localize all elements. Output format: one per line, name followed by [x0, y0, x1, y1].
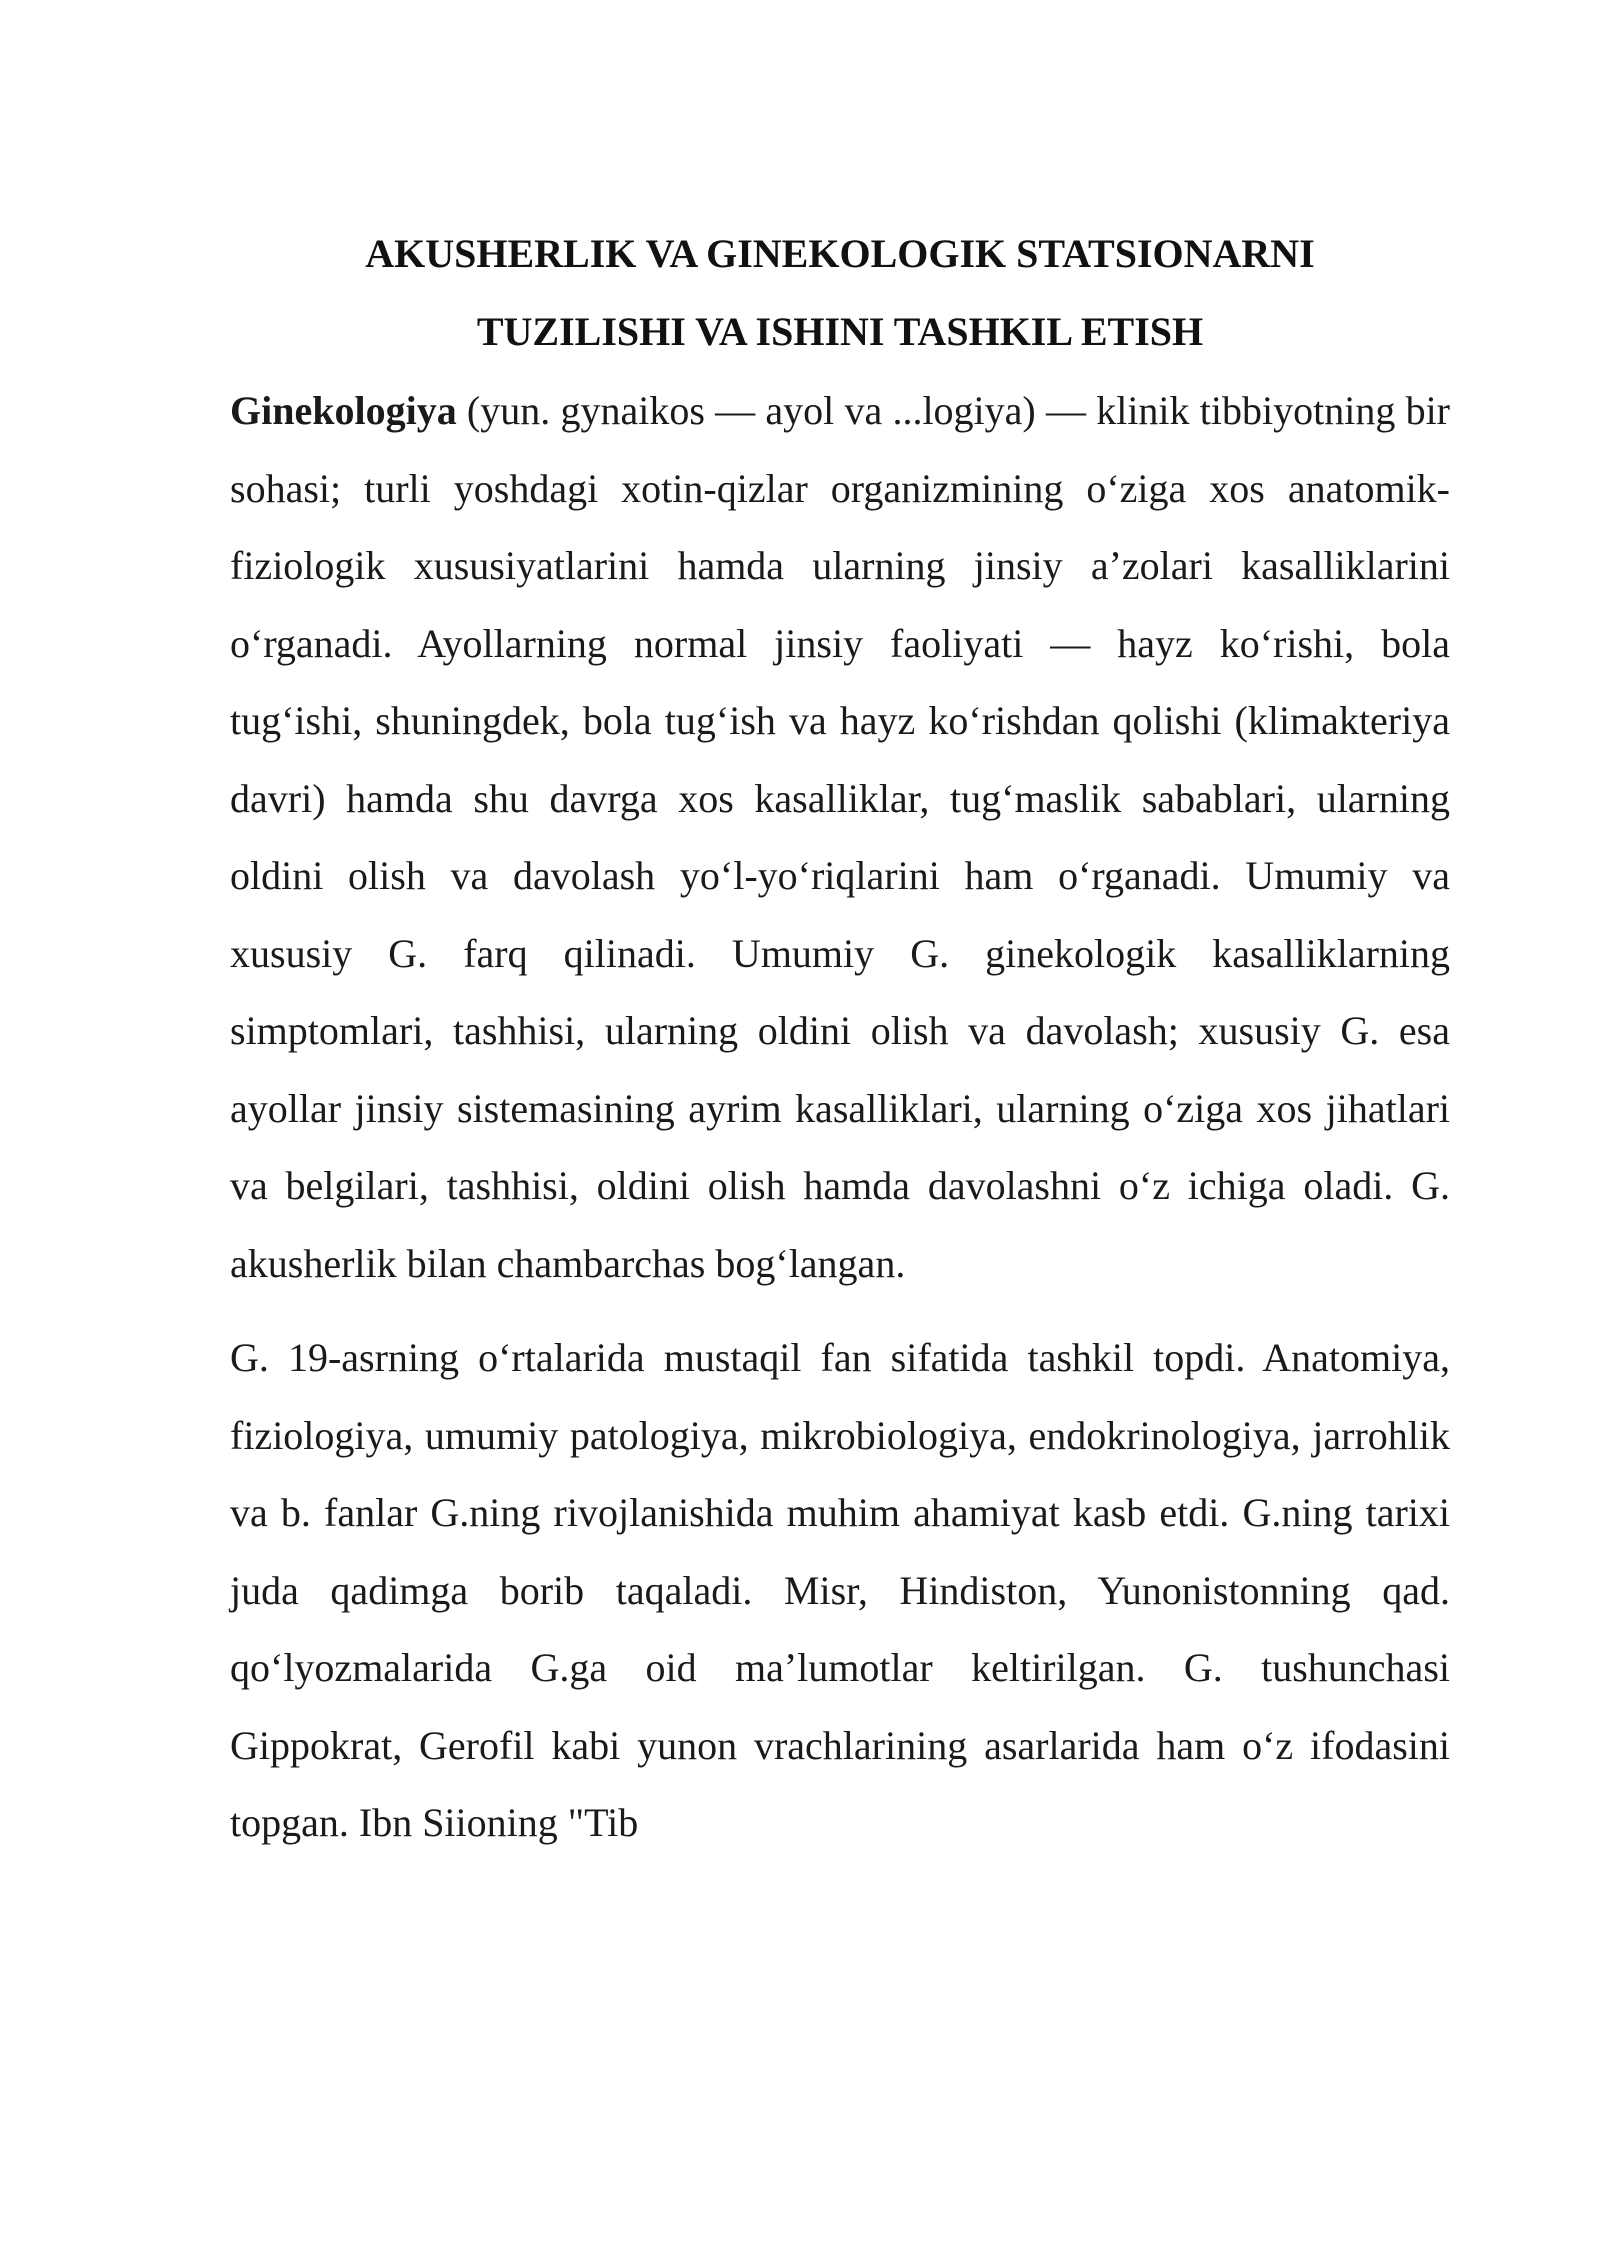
title-line-1: AKUSHERLIK VA GINEKOLOGIK STATSIONARNI — [365, 231, 1315, 276]
definition-text: (yun. gynaikos — ayol va ...logiya) — klinik tibbiyotning bir sohasi; turli yoshdagi xotin-qizlar organizmining oʻziga xos anatomik-fiziologik xususiyatlarini hamda ularning jinsiy aʼzolari kasalliklarini oʻrganadi. Ayollarning normal jinsiy faoliyati — hayz koʻrishi, bola tugʻishi, shuningdek, bola tugʻish va hayz koʻrishdan qolishi (klimakteriya davri) hamda shu davrga xos kasalliklar, tugʻmaslik sabablari, ularning oldini olish va davolash yoʻl-yoʻriqlarini ham oʻrganadi. Umumiy va xususiy G. farq qilinadi. Umumiy G. ginekologik kasalliklarning simptomlari, tashhisi, ularning oldini olish va davolash; xususiy G. esa ayollar jinsiy sistemasining ayrim kasalliklari, ularning oʻziga xos jihatlari va belgilari, tashhisi, oldini olish hamda davolashni oʻz ichiga oladi. G. akusherlik bilan chambarchas bogʻlangan. — [230, 388, 1450, 1286]
document-title — [230, 215, 1450, 371]
document-page — [230, 215, 1450, 1862]
paragraph-history: G. 19-asrning oʻrtalarida mustaqil fan sifatida tashkil topdi. Anatomiya, fiziologiya, umumiy patologiya, mikrobiologiya, endokrinologiya, jarrohlik va b. fanlar G.ning rivojlanishida muhim ahamiyat kasb etdi. G.ning tarixi juda qadimga borib taqaladi. Misr, Hindiston, Yunonistonning qad. qoʻlyozmalarida G.ga oid maʼlumotlar keltirilgan. G. tushunchasi Gippokrat, Gerofil kabi yunon vrachlarining asarlarida ham oʻz ifodasini topgan. Ibn Siioning "Tib — [230, 1335, 1450, 1845]
defined-term: Ginekologiya — [230, 388, 457, 433]
paragraph-ginekologiya-definition — [230, 372, 1450, 1302]
title-line-2: TUZILISHI VA ISHINI TASHKIL ETISH — [476, 309, 1204, 354]
